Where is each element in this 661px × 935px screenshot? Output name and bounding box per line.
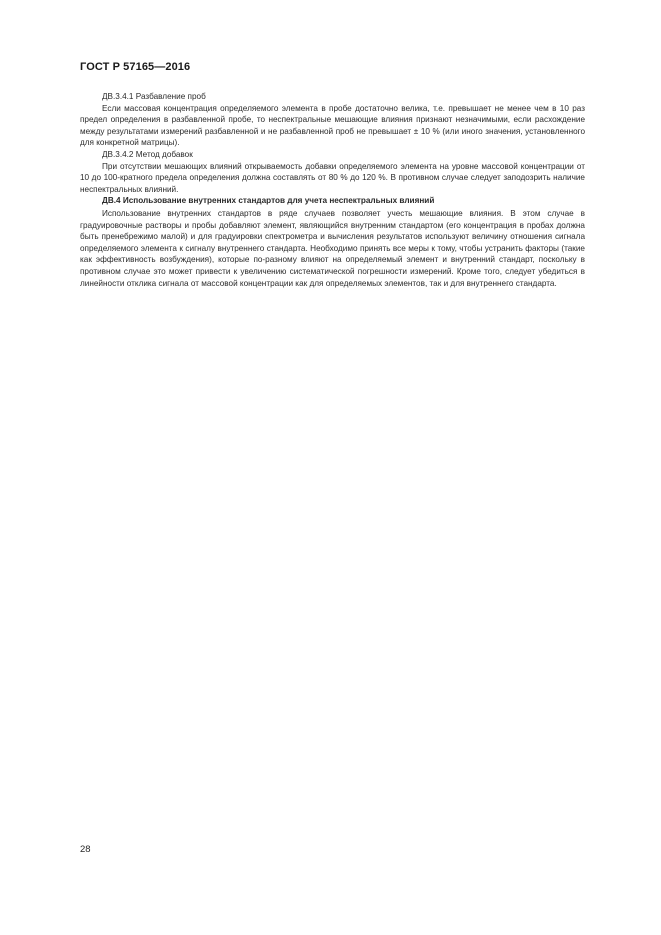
document-header: ГОСТ Р 57165—2016 xyxy=(80,61,191,73)
paragraph-additions: При отсутствии мешающих влияний открываемость добавки определяемого элемента на уровне массовой концентрации от 10 до 100-кратного предела определения должна составлять от 80 % до 120 %. В противном случае следует заподозрить наличие неспектральных влияний. xyxy=(80,161,585,194)
page-number: 28 xyxy=(80,844,91,855)
paragraph-internal-standards: Использование внутренних стандартов в ряде случаев позволяет учесть мешающие влияния. В этом случае в градуировочные растворы и пробы добавляют элемент, являющийся внутренним стандартом (его концентрация в пробах должна быть пренебрежимо малой) и для градуировки спектрометра и вычисления результатов используют величину отношения сигнала определяемого элемента к сигналу внутреннего стандарта. Необходимо принять все меры к тому, чтобы устранить факторы (такие как эффективность возбуждения), которые по-разному влияют на определяемый элемент и внутренний стандарт, поскольку в противном случае это может привести к увеличению систематической погрешности измерений. Кроме того, следует убедиться в линейности отклика сигнала от массовой концентрации как для определяемых элементов, так и для внутреннего стандарта. xyxy=(80,208,585,288)
paragraph-dilution: Если массовая концентрация определяемого элемента в пробе достаточно велика, т.е. превышает не менее чем в 10 раз предел определения в разбавленной пробе, то неспектральные мешающие влияния признают незначимыми, если расхождение между результатами измерений разбавленной и не разбавленной проб не превышает ± 10 % (или иного значения, установленного для конкретной матрицы). xyxy=(80,103,585,148)
document-body xyxy=(80,91,585,289)
subsection-title-additions: ДВ.3.4.2 Метод добавок xyxy=(102,149,193,159)
section-heading-internal-standards: ДВ.4 Использование внутренних стандартов для учета неспектральных влияний xyxy=(102,196,435,206)
subsection-title-dilution: ДВ.3.4.1 Разбавление проб xyxy=(102,92,206,101)
